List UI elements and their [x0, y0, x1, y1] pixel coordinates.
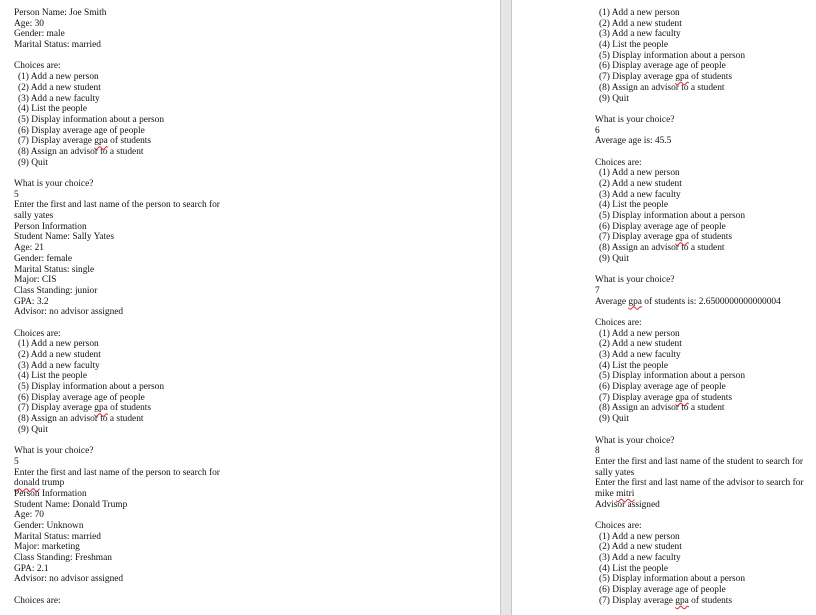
text-line [595, 8, 804, 19]
line-text: Choices are: [595, 157, 642, 168]
line-text: (2) Add a new student [599, 179, 682, 189]
line-text-tail: of students [107, 403, 152, 414]
line-text: Choices are: [14, 61, 61, 72]
text-line [14, 371, 220, 382]
line-text: (2) Add a new student [599, 18, 682, 29]
line-text: (5) Display information about a person [18, 382, 165, 393]
line-text: (7) Display average [18, 136, 95, 147]
line-text: (8) Assign an advisor to a student [18, 414, 144, 425]
spellcheck-flagged-word: gpa [94, 136, 108, 147]
text-line [595, 457, 804, 468]
line-text: Choices are: [595, 521, 642, 531]
text-line [14, 468, 220, 479]
line-text: (9) Quit [599, 93, 629, 104]
text-line [14, 361, 220, 372]
line-text: (3) Add a new faculty [599, 29, 681, 40]
line-text: Major: marketing [14, 542, 80, 553]
line-text-tail: trump [39, 478, 65, 489]
text-line [595, 371, 804, 382]
line-text: (4) List the people [18, 371, 87, 382]
text-line [595, 232, 804, 243]
text-line [595, 574, 804, 585]
line-text: (9) Quit [18, 157, 48, 168]
line-text: (8) Assign an advisor to a student [599, 82, 725, 93]
line-text: (8) Assign an advisor to a student [599, 243, 725, 254]
spellcheck-flagged-word: gpa [94, 403, 108, 414]
text-line [595, 532, 804, 543]
text-line [595, 361, 804, 372]
line-text: (3) Add a new faculty [18, 93, 100, 104]
text-line [595, 40, 804, 51]
line-text: (6) Display average age of people [18, 392, 145, 403]
blank-line [14, 168, 220, 179]
blank-line [595, 425, 804, 436]
line-text: (1) Add a new person [599, 168, 680, 179]
line-text: What is your choice? [595, 275, 675, 286]
line-text: Major: CIS [14, 275, 57, 286]
text-line [595, 553, 804, 564]
text-line [14, 414, 220, 425]
line-text: (3) Add a new faculty [599, 189, 681, 200]
text-line [595, 136, 804, 147]
text-line [595, 254, 804, 265]
text-line [595, 158, 804, 169]
line-text: What is your choice? [595, 114, 675, 125]
line-text: Enter the first and last name of the advisor to search for [595, 478, 804, 489]
blank-line [595, 307, 804, 318]
text-line [14, 147, 220, 158]
text-line [595, 436, 804, 447]
text-line [595, 339, 804, 350]
text-line [14, 8, 220, 19]
line-text: (6) Display average age of people [599, 382, 726, 393]
text-line [595, 350, 804, 361]
text-line [14, 61, 220, 72]
line-text: (2) Add a new student [599, 339, 682, 350]
text-line [595, 126, 804, 137]
line-text: (4) List the people [18, 104, 87, 115]
line-text: GPA: 2.1 [14, 563, 49, 574]
text-line [14, 115, 220, 126]
line-text: Average [595, 296, 629, 307]
text-line [595, 286, 804, 297]
text-line [595, 94, 804, 105]
text-line [595, 243, 804, 254]
text-line [595, 542, 804, 553]
text-line [14, 478, 220, 489]
text-line [14, 94, 220, 105]
line-text: Advisor assigned [595, 499, 660, 510]
text-line [14, 403, 220, 414]
text-line [14, 286, 220, 297]
spellcheck-flagged-word: gpa [675, 232, 689, 243]
text-line [14, 350, 220, 361]
line-text: 7 [595, 285, 600, 296]
text-line [595, 468, 804, 479]
text-line [595, 382, 804, 393]
line-text-tail: of students [107, 136, 152, 147]
text-line [595, 446, 804, 457]
line-text: Age: 70 [14, 510, 44, 521]
line-text: (5) Display information about a person [599, 574, 746, 585]
text-line [14, 254, 220, 265]
line-text: (3) Add a new faculty [599, 553, 681, 564]
line-text: Average age is: 45.5 [595, 136, 672, 147]
line-text: (2) Add a new student [18, 82, 101, 93]
line-text: (7) Display average [599, 72, 676, 83]
line-text: Gender: male [14, 29, 65, 40]
text-line [595, 500, 804, 511]
line-text: Choices are: [595, 317, 642, 328]
line-text: Marital Status: single [14, 264, 95, 275]
line-text: Choices are: [14, 328, 61, 339]
text-line [14, 425, 220, 436]
text-line [595, 222, 804, 233]
line-text: What is your choice? [14, 179, 94, 189]
text-line [595, 393, 804, 404]
text-line [14, 40, 220, 51]
text-line [595, 489, 804, 500]
text-line [595, 564, 804, 575]
text-line [14, 275, 220, 286]
document-page-right [512, 0, 816, 615]
line-text: (7) Display average [599, 392, 676, 403]
text-line [14, 532, 220, 543]
blank-line [14, 436, 220, 447]
text-line [14, 339, 220, 350]
line-text: Person Information [14, 488, 87, 499]
line-text: Age: 21 [14, 243, 44, 254]
line-text: (9) Quit [18, 424, 48, 435]
line-text: (1) Add a new person [599, 531, 680, 542]
line-text: (9) Quit [599, 414, 629, 425]
text-line [595, 72, 804, 83]
line-text: Student Name: Sally Yates [14, 232, 114, 243]
blank-line [595, 265, 804, 276]
line-text: (8) Assign an advisor to a student [599, 403, 725, 414]
text-line [14, 158, 220, 169]
text-line [14, 329, 220, 340]
text-line [14, 179, 220, 190]
line-text: Person Name: Joe Smith [14, 8, 107, 18]
text-line [14, 489, 220, 500]
text-line [14, 211, 220, 222]
line-text-tail: of students [688, 72, 733, 83]
spellcheck-flagged-word: gpa [628, 296, 642, 307]
text-line [595, 596, 804, 607]
text-line [14, 200, 220, 211]
text-line [595, 297, 804, 308]
text-line [595, 19, 804, 30]
text-line [14, 510, 220, 521]
text-line [595, 179, 804, 190]
line-text: 5 [14, 456, 19, 467]
page-text-column [14, 8, 220, 607]
line-text: 5 [14, 189, 19, 200]
text-line [595, 168, 804, 179]
line-text: Person Information [14, 221, 87, 232]
line-text-tail: of students is: 2.6500000000000004 [641, 296, 781, 307]
blank-line [14, 318, 220, 329]
text-line [14, 136, 220, 147]
line-text: Marital Status: married [14, 531, 101, 542]
blank-line [595, 510, 804, 521]
text-line [14, 521, 220, 532]
line-text: Enter the first and last name of the person to search for [14, 467, 220, 478]
text-line [14, 104, 220, 115]
spellcheck-flagged-word: gpa [675, 595, 689, 606]
text-line [595, 521, 804, 532]
text-line [14, 232, 220, 243]
page-gutter [500, 0, 512, 615]
line-text: (9) Quit [599, 253, 629, 264]
line-text: (2) Add a new student [18, 350, 101, 360]
line-text: (6) Display average age of people [599, 61, 726, 72]
text-line [595, 414, 804, 425]
line-text: (7) Display average [18, 403, 95, 414]
text-line [14, 393, 220, 404]
text-line [14, 553, 220, 564]
text-line [595, 29, 804, 40]
line-text-tail: of students [688, 595, 733, 606]
text-line [595, 61, 804, 72]
blank-line [595, 104, 804, 115]
line-text: (5) Display information about a person [599, 211, 746, 222]
line-text: What is your choice? [14, 446, 94, 457]
line-text: Class Standing: Freshman [14, 553, 112, 564]
line-text: What is your choice? [595, 435, 675, 446]
line-text: Choices are: [14, 595, 61, 606]
line-text: Age: 30 [14, 18, 44, 29]
text-line [595, 478, 804, 489]
line-text: (4) List the people [599, 200, 668, 211]
line-text: (1) Add a new person [599, 328, 680, 339]
text-line [595, 329, 804, 340]
text-line [595, 318, 804, 329]
line-text: (5) Display information about a person [599, 50, 746, 61]
text-line [14, 307, 220, 318]
text-line [595, 190, 804, 201]
line-text: (6) Display average age of people [599, 585, 726, 596]
text-line [14, 265, 220, 276]
text-line [14, 542, 220, 553]
text-line [14, 297, 220, 308]
line-text: GPA: 3.2 [14, 296, 49, 307]
line-text: (3) Add a new faculty [18, 360, 100, 371]
line-text: (1) Add a new person [599, 8, 680, 18]
text-line [14, 29, 220, 40]
line-text: (8) Assign an advisor to a student [18, 146, 144, 157]
text-line [14, 500, 220, 511]
spellcheck-flagged-word: donald [14, 478, 40, 489]
line-text: (7) Display average [599, 595, 676, 606]
text-line [595, 200, 804, 211]
line-text: Gender: Unknown [14, 521, 84, 531]
line-text: (2) Add a new student [599, 542, 682, 553]
spellcheck-flagged-word: gpa [675, 392, 689, 403]
text-line [14, 83, 220, 94]
line-text: Gender: female [14, 253, 73, 264]
text-line [14, 72, 220, 83]
line-text: Enter the first and last name of the person to search for [14, 200, 220, 211]
line-text: Enter the first and last name of the student to search for [595, 456, 804, 467]
line-text: (4) List the people [599, 360, 668, 371]
text-line [14, 126, 220, 137]
line-text: 8 [595, 446, 600, 457]
line-text: (5) Display information about a person [18, 114, 165, 125]
text-line [14, 596, 220, 607]
blank-line [14, 51, 220, 62]
line-text: (1) Add a new person [18, 339, 99, 350]
text-line [14, 446, 220, 457]
line-text: sally yates [14, 211, 54, 222]
text-line [595, 83, 804, 94]
blank-line [595, 147, 804, 158]
text-line [14, 382, 220, 393]
line-text: (3) Add a new faculty [599, 350, 681, 360]
line-text: mike [595, 488, 617, 499]
text-line [14, 222, 220, 233]
page-text-column [595, 8, 804, 607]
line-text: (1) Add a new person [18, 72, 99, 83]
spellcheck-flagged-word: gpa [675, 72, 689, 83]
line-text: Marital Status: married [14, 40, 101, 51]
line-text: (6) Display average age of people [599, 221, 726, 232]
line-text: sally yates [595, 467, 635, 478]
text-line [14, 190, 220, 201]
text-line [14, 574, 220, 585]
line-text: Class Standing: junior [14, 285, 98, 296]
text-line [595, 275, 804, 286]
text-line [14, 457, 220, 468]
text-line [14, 243, 220, 254]
text-line [595, 51, 804, 62]
line-text: (4) List the people [599, 40, 668, 51]
line-text: Advisor: no advisor assigned [14, 307, 124, 318]
line-text-tail: of students [688, 232, 733, 243]
text-line [595, 585, 804, 596]
text-line [14, 19, 220, 30]
line-text: Advisor: no advisor assigned [14, 574, 124, 585]
line-text: (6) Display average age of people [18, 125, 145, 136]
line-text: (4) List the people [599, 563, 668, 574]
line-text: (5) Display information about a person [599, 371, 746, 382]
line-text: 6 [595, 125, 600, 136]
blank-line [14, 585, 220, 596]
text-line [595, 211, 804, 222]
line-text: Student Name: Donald Trump [14, 499, 128, 510]
text-line [595, 115, 804, 126]
spellcheck-flagged-word: mitri [616, 488, 635, 499]
line-text: (7) Display average [599, 232, 676, 243]
line-text-tail: of students [688, 392, 733, 403]
text-line [14, 564, 220, 575]
text-line [595, 403, 804, 414]
